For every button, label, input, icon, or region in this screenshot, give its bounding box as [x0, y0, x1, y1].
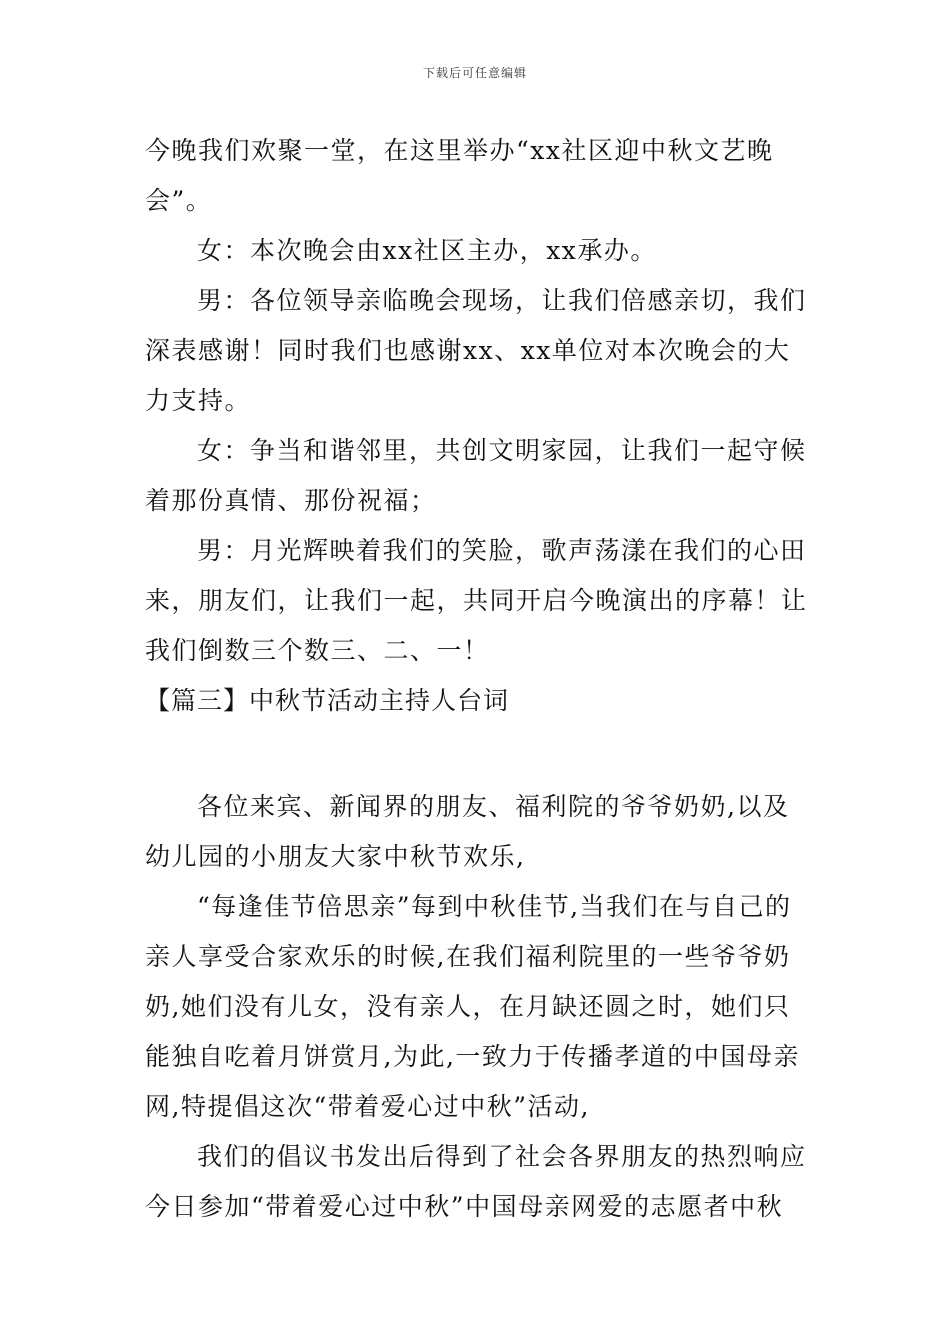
paragraph: 我们的倡议书发出后得到了社会各界朋友的热烈响应今日参加“带着爱心过中秋”中国母亲网爱的志愿者中秋	[145, 1142, 807, 1221]
paragraph: 女：争当和谐邻里，共创文明家园，让我们一起守候着那份真情、那份祝福；	[145, 436, 807, 515]
paragraph: 各位来宾、新闻界的朋友、福利院的爷爷奶奶,以及幼儿园的小朋友大家中秋节欢乐,	[145, 792, 790, 871]
document-body	[145, 126, 815, 1232]
paragraph: 女：本次晚会由xx社区主办，xx承办。	[197, 236, 657, 265]
page-header: 下载后可任意编辑	[422, 66, 527, 80]
section-heading: 【篇三】中秋节活动主持人台词	[145, 686, 510, 715]
paragraph: 今晚我们欢聚一堂，在这里举办“xx社区迎中秋文艺晚会”。	[145, 136, 774, 215]
paragraph: 男：月光辉映着我们的笑脸，歌声荡漾在我们的心田来，朋友们，让我们一起，共同开启今晚演出的序幕！让我们倒数三个数三、二、一！	[145, 536, 808, 665]
spacer	[145, 726, 815, 782]
paragraph: 男：各位领导亲临晚会现场，让我们倍感亲切，我们深表感谢！同时我们也感谢xx、xx单位对本次晚会的大力支持。	[145, 286, 807, 415]
paragraph: “每逢佳节倍思亲”每到中秋佳节,当我们在与自己的亲人享受合家欢乐的时候,在我们福利院里的一些爷爷奶奶,她们没有儿女，没有亲人，在月缺还圆之时，她们只能独自吃着月饼赏月,为此,一致力于传播孝道的中国母亲网,特提倡这次“带着爱心过中秋”活动,	[145, 892, 800, 1121]
